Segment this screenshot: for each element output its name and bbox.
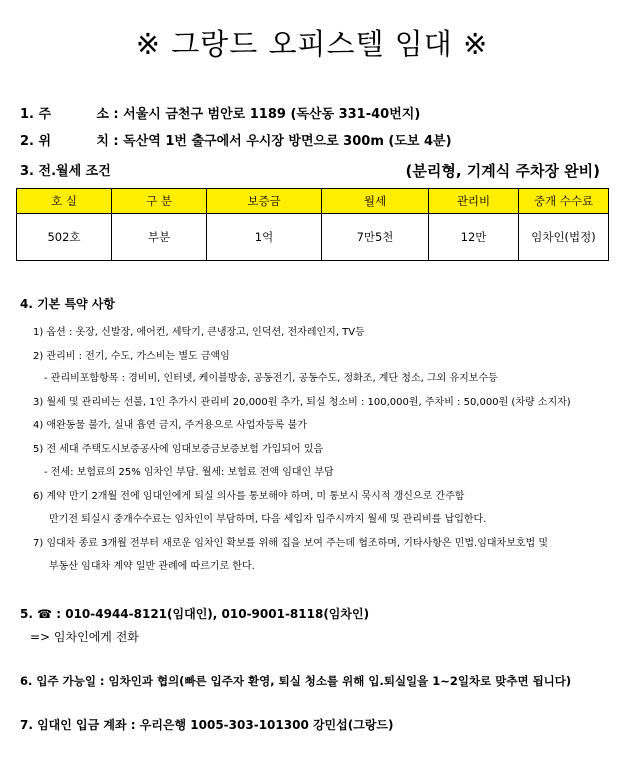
- terms-item: 부동산 임대차 계약 일반 관례에 따르기로 한다.: [49, 561, 255, 572]
- cell-brokerage-fee: 임차인(법정): [519, 214, 609, 261]
- contact-label: 5.: [20, 607, 33, 621]
- address-value: 서울시 금천구 범안로 1189 (독산동 331-40번지): [123, 107, 421, 122]
- terms-item: 4) 애완동물 불가, 실내 흡연 금지, 주거용으로 사업자등록 불가: [33, 420, 307, 431]
- movein-line: 6. 입주 가능일 : 임차인과 협의(빠른 입주자 환영, 퇴실 청소를 위해 입.퇴실일을 1~2일차로 맞추면 됩니다): [20, 674, 572, 688]
- conditions-note: (분리형, 기계식 주차장 완비): [405, 162, 600, 180]
- terms-item: - 관리비포함항목 : 경비비, 인터넷, 케이블방송, 공동전기, 공동수도, 정화조, 계단 청소, 그외 유지보수등: [44, 373, 498, 384]
- terms-item: 7) 임대차 종료 3개월 전부터 새로운 임차인 확보를 위해 집을 보여 주는데 협조하며, 기타사항은 민법.임대차보호법 및: [33, 538, 549, 549]
- column-header-deposit: 보증금: [207, 189, 322, 214]
- phone-icon: ☎: [37, 607, 53, 621]
- column-header-maintenance-fee: 관리비: [429, 189, 519, 214]
- column-header-type: 구 분: [112, 189, 207, 214]
- terms-item: 6) 계약 만기 2개월 전에 임대인에게 퇴실 의사를 통보해야 하며, 미 통보시 묵시적 갱신으로 간주함: [33, 491, 465, 502]
- column-header-monthly-rent: 월세: [322, 189, 429, 214]
- contact-value: : 010-4944-8121(임대인), 010-9001-8118(임차인): [56, 607, 370, 621]
- address-line: [20, 103, 420, 122]
- location-line: [20, 130, 452, 149]
- page-title: ※ 그랑드 오피스텔 임대 ※: [135, 27, 489, 61]
- terms-item: 5) 전 세대 주택도시보증공사에 임대보증금보증보험 가입되어 있음: [33, 444, 324, 455]
- table-header-row: [17, 189, 609, 214]
- column-header-room: 호 실: [17, 189, 112, 214]
- terms-item: 3) 월세 및 관리비는 선불, 1인 추가시 관리비 20,000원 추가, 퇴실 청소비 : 100,000원, 주차비 : 50,000원 (차량 소지자): [33, 397, 571, 408]
- cell-maintenance-fee: 12만: [429, 214, 519, 261]
- terms-item: - 전세: 보험료의 25% 임차인 부담. 월세: 보험료 전액 임대인 부담: [44, 467, 334, 478]
- contact-sub: => 임차인에게 전화: [30, 630, 139, 644]
- location-label: 2. 위 치 :: [20, 134, 119, 149]
- terms-item: 1) 옵션 : 옷장, 신발장, 에어컨, 세탁기, 큰냉장고, 인덕션, 전자레인지, TV등: [33, 327, 365, 338]
- column-header-brokerage-fee: 중개 수수료: [519, 189, 609, 214]
- terms-item: 2) 관리비 : 전기, 수도, 가스비는 별도 금액임: [33, 351, 230, 362]
- address-label: 1. 주 소 :: [20, 107, 119, 122]
- rent-conditions-table: [16, 188, 609, 261]
- conditions-heading: 3. 전.월세 조건: [20, 164, 111, 179]
- terms-item: 만기전 퇴실시 중개수수료는 임차인이 부담하며, 다음 세입자 입주시까지 월세 및 관리비를 납입한다.: [49, 514, 487, 525]
- cell-deposit: 1억: [207, 214, 322, 261]
- account-line: 7. 임대인 입금 계좌 : 우리은행 1005-303-101300 강민섭(그랑드): [20, 718, 394, 732]
- cell-monthly-rent: 7만5천: [322, 214, 429, 261]
- contact-line: [20, 605, 369, 622]
- cell-room: 502호: [17, 214, 112, 261]
- table-row: [17, 214, 609, 261]
- location-value: 독산역 1번 출구에서 우시장 방면으로 300m (도보 4분): [123, 134, 452, 149]
- terms-heading: 4. 기본 특약 사항: [20, 297, 115, 311]
- cell-type: 부분: [112, 214, 207, 261]
